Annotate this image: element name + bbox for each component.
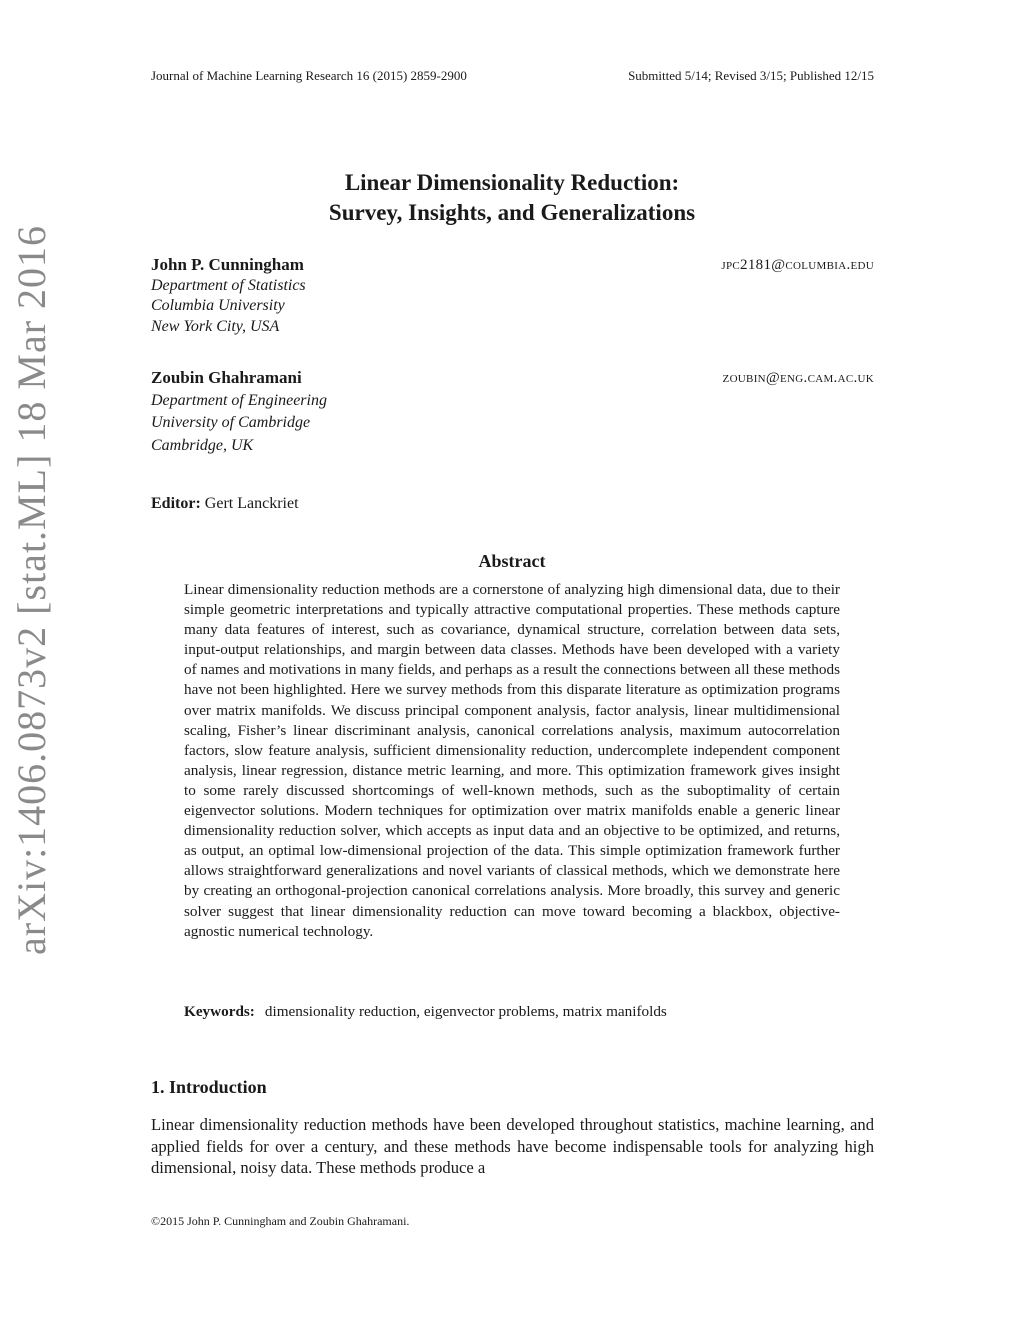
copyright-notice: ©2015 John P. Cunningham and Zoubin Ghahramani. bbox=[151, 1214, 410, 1228]
author-name: Zoubin Ghahramani bbox=[151, 368, 302, 387]
running-header bbox=[151, 68, 874, 84]
author-department: Department of Statistics bbox=[151, 276, 306, 294]
author-name: John P. Cunningham bbox=[151, 255, 304, 274]
paper-title bbox=[0, 168, 1024, 228]
editor-line bbox=[151, 495, 299, 513]
author-block-1 bbox=[151, 255, 874, 337]
title-line-2: Survey, Insights, and Generalizations bbox=[328, 200, 696, 225]
submission-dates: Submitted 5/14; Revised 3/15; Published 12/15 bbox=[628, 68, 874, 83]
abstract-text: Linear dimensionality reduction methods are a cornerstone of analyzing high dimensional data, due to their simple geometric interpretations and typically attractive computational properties. These methods capture many data features of interest, such as covariance, dynamical structure, correlation between data sets, input-output relationships, and margin between data classes. Methods have been developed with a variety of names and motivations in many fields, and perhaps as a result the connections between all these methods have not been highlighted. Here we survey methods from this disparate literature as optimization programs over matrix manifolds. We discuss principal component analysis, factor analysis, linear multidimensional scaling, Fisher’s linear discriminant analysis, canonical correlations analysis, maximum autocorrelation factors, slow feature analysis, sufficient dimensionality reduction, undercomplete independent component analysis, linear regression, distance metric learning, and more. This optimization framework gives insight to some rarely discussed shortcomings of well-known methods, such as the suboptimality of certain eigenvector solutions. Modern techniques for optimization over matrix manifolds enable a generic linear dimensionality reduction solver, which accepts as input data and an objective to be optimized, and returns, as output, an optimal low-dimensional projection of the data. This simple optimization framework further allows straightforward generalizations and novel variants of classical methods, which we demonstrate here by creating an orthogonal-projection canonical correlations analysis. More broadly, this survey and generic solver suggest that linear dimensionality reduction can move toward becoming a blackbox, objective-agnostic numerical technology. bbox=[184, 581, 840, 940]
arxiv-stamp: arXiv:1406.0873v2 [stat.ML] 18 Mar 2016 bbox=[9, 224, 54, 955]
title-line-1: Linear Dimensionality Reduction: bbox=[344, 170, 680, 195]
author-location: New York City, USA bbox=[151, 317, 280, 335]
keywords-text: dimensionality reduction, eigenvector problems, matrix manifolds bbox=[264, 1003, 667, 1020]
journal-citation: Journal of Machine Learning Research 16 (2015) 2859-2900 bbox=[151, 68, 467, 83]
author-institution: University of Cambridge bbox=[151, 414, 311, 431]
keywords-label: Keywords: bbox=[184, 1003, 255, 1020]
section-paragraph: Linear dimensionality reduction methods have been developed throughout statistics, machine learning, and applied fields for over a century, and these methods have become indispensable tools for analyzing high dimensional, noisy data. These methods produce a bbox=[151, 1115, 874, 1178]
author-block-2 bbox=[151, 367, 874, 457]
author-email: jpc2181@columbia.edu bbox=[721, 257, 874, 273]
editor-label: Editor: bbox=[151, 495, 201, 512]
author-location: Cambridge, UK bbox=[151, 436, 254, 454]
author-department: Department of Engineering bbox=[151, 391, 327, 409]
abstract-heading: Abstract bbox=[478, 551, 546, 571]
author-institution: Columbia University bbox=[151, 297, 285, 314]
section-heading: 1. Introduction bbox=[151, 1077, 267, 1097]
author-email: zoubin@eng.cam.ac.uk bbox=[722, 370, 874, 386]
editor-name: Gert Lanckriet bbox=[204, 495, 299, 512]
keywords-line bbox=[184, 1003, 840, 1021]
